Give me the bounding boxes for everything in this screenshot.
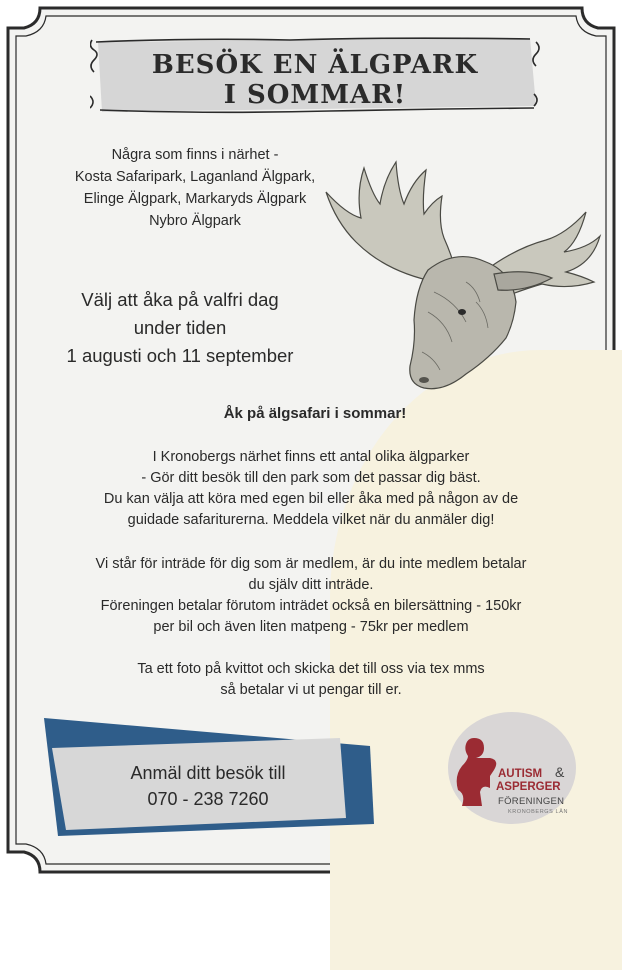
association-logo — [448, 712, 576, 824]
logo-text-foreningen: FÖRENINGEN — [498, 796, 565, 807]
parks-line: Kosta Safaripark, Laganland Älgpark, — [74, 169, 316, 185]
parks-line: Nybro Älgpark — [149, 213, 241, 229]
parks-text — [40, 144, 350, 232]
parks-line: Elinge Älgpark, Markaryds Älgpark — [83, 191, 307, 207]
moose-nostril — [419, 377, 429, 383]
paragraph-line: Föreningen betalar förutom inträdet också en bilersättning - 150kr — [100, 598, 522, 614]
paragraph-line: I Kronobergs närhet finns ett antal olika älgparker — [152, 449, 470, 465]
logo-ampersand: & — [555, 764, 565, 780]
paragraph-line: - Gör ditt besök till den park som det passar dig bäst. — [141, 470, 481, 486]
info-paragraph-2 — [30, 554, 592, 638]
puzzle-figure-icon — [454, 736, 500, 808]
safari-heading: Åk på älgsafari i sommar! — [223, 405, 407, 422]
contact-phone: 070 - 238 7260 — [147, 789, 269, 809]
logo-text-region: KRONOBERGS LÄN — [508, 809, 569, 815]
moose-head-illustration — [316, 152, 602, 398]
dates-text — [30, 286, 330, 370]
dates-line: Välj att åka på valfri dag — [81, 289, 279, 310]
contact-label: Anmäl ditt besök till — [130, 763, 286, 783]
paragraph-line: så betalar vi ut pengar till er. — [220, 682, 402, 698]
parks-line: Några som finns i närhet - — [111, 147, 279, 163]
paragraph-line: Vi står för inträde för dig som är medlem, är du inte medlem betalar — [95, 556, 527, 572]
contact-box — [88, 760, 328, 812]
paragraph-line: per bil och även liten matpeng - 75kr per medlem — [153, 619, 469, 635]
moose-eye — [458, 309, 466, 315]
paragraph-line: Ta ett foto på kvittot och skicka det till oss via tex mms — [137, 661, 485, 677]
logo-text-asperger: ASPERGER — [496, 781, 561, 793]
dates-line: under tiden — [133, 317, 227, 338]
info-paragraph-1 — [30, 447, 592, 531]
paragraph-line: Du kan välja att köra med egen bil eller åka med på någon av de — [103, 491, 519, 507]
logo-text-autism: AUTISM — [498, 768, 543, 780]
title-line-1: BESÖK EN ÄLGPARK — [151, 50, 479, 80]
title-line-2: I SOMMAR! — [223, 80, 407, 110]
info-paragraph-3 — [30, 659, 592, 701]
paragraph-line: guidade safariturerna. Meddela vilket när du anmäler dig! — [127, 512, 495, 528]
dates-line: 1 augusti och 11 september — [66, 345, 294, 366]
page-title — [90, 50, 540, 110]
paragraph-line: du själv ditt inträde. — [248, 577, 374, 593]
